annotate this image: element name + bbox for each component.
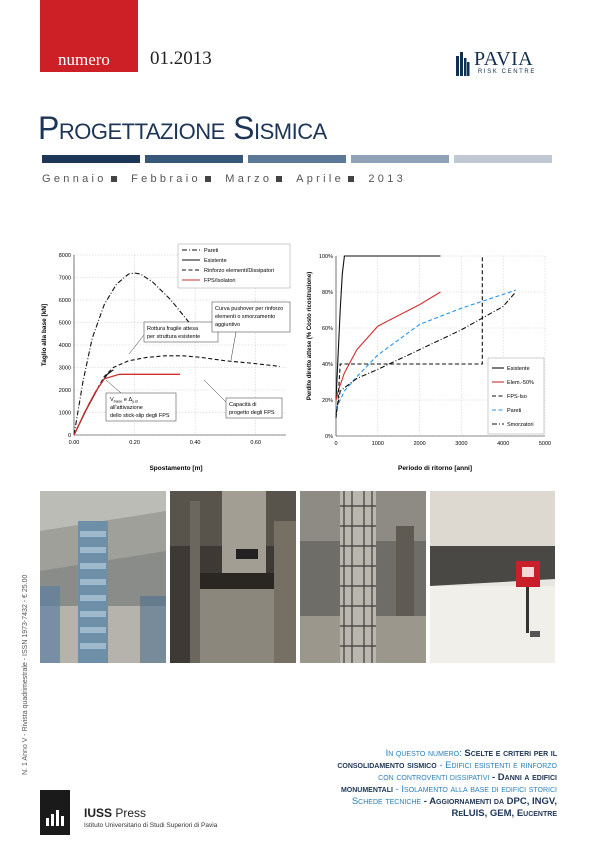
issue-number: 01.2013 (150, 48, 212, 69)
contents-segment: ReLUIS, GEM, Eucentre (451, 808, 557, 819)
y-tick-label: 2000 (58, 388, 71, 394)
iuss-logo-icon (40, 790, 70, 835)
title-bar-5 (454, 155, 552, 163)
issn-side-text: N. 1 Anno V - Rivista quadrimestrale - ISSN 1973-7432 - € 25.00 (22, 574, 29, 775)
legend-label: Pareti (204, 248, 219, 254)
svg-text:dello stick-slip degli FPS: dello stick-slip degli FPS (110, 413, 170, 419)
annotation-stick-slip: $V_{base}$ e $\Delta_{y,sl}$ (110, 397, 138, 404)
y-tick-label: 1000 (58, 410, 71, 417)
x-tick-label: 4000 (497, 441, 510, 447)
title-bar-3 (248, 155, 346, 163)
month-aprile: Aprile (296, 173, 344, 185)
y-tick-label: 7000 (58, 275, 71, 282)
contents-segment: Schede tecniche (351, 796, 422, 807)
photo-strip (40, 491, 555, 663)
contents-line (255, 772, 557, 784)
contents-line (255, 748, 557, 760)
y-tick-label: 0 (67, 433, 71, 439)
title-bar-4 (351, 155, 449, 163)
svg-text:progetto degli FPS: progetto degli FPS (229, 410, 275, 416)
issue-contents (255, 748, 557, 820)
contents-line (255, 784, 557, 796)
contents-segment: - Aggiornamenti da DPC, INGV, (421, 796, 557, 807)
annotation-brittle-failure: Rottura fragile attesa (147, 326, 199, 332)
title-bar-1 (42, 155, 140, 163)
y-tick-label: 60% (321, 326, 333, 332)
x-tick-label: 1000 (371, 441, 384, 447)
legend-label: FPS-Iso (507, 394, 527, 400)
x-tick-label: 0 (334, 441, 338, 447)
x-axis-label: Periodo di ritorno [anni] (397, 465, 473, 472)
issue-word: numero (58, 50, 110, 69)
press-name: IUSS Press (84, 806, 147, 820)
journal-title: Progettazione Sismica (38, 110, 327, 146)
pushover-chart (36, 240, 298, 475)
month-marzo: Marzo (225, 173, 273, 185)
x-tick-label: 0.60 (250, 440, 262, 446)
legend-label: Esistente (507, 366, 530, 372)
photo-rebar-column (300, 491, 426, 663)
x-tick-label: 0.40 (189, 440, 201, 446)
x-tick-label: 2000 (413, 441, 426, 447)
series-line-fps-iso (336, 256, 482, 418)
svg-text:all'attivazione: all'attivazione (110, 405, 143, 411)
legend-label: Pareti (507, 408, 522, 414)
legend-label: Rinforzo elementi/Dissipatori (204, 268, 274, 274)
y-axis-label: Taglio alla base [kN] (41, 303, 48, 367)
legend-label: Smorzatori (507, 422, 534, 428)
y-tick-label: 80% (321, 290, 333, 296)
title-bar-2 (145, 155, 243, 163)
annotation-fps-capacity: Capacità di (229, 402, 257, 408)
y-tick-label: 0% (325, 434, 333, 440)
y-axis-label: Perdite dirette attese (% Costo ricostruzione) (307, 271, 313, 401)
y-tick-label: 8000 (58, 253, 71, 259)
iuss-logo-block (40, 790, 70, 835)
x-tick-label: 3000 (455, 441, 468, 447)
contents-segment: con controventi dissipativi (378, 772, 490, 783)
month-febbraio: Febbraio (131, 173, 201, 185)
contents-segment: consolidamento sismico (337, 760, 437, 771)
svg-text:per struttura esistente: per struttura esistente (147, 334, 201, 340)
y-tick-label: 3000 (58, 365, 71, 372)
pavia-building-icon (456, 50, 470, 76)
contents-segment: monumentali (340, 784, 393, 795)
y-tick-label: 100% (318, 254, 333, 260)
pavia-logo-sub: RISK CENTRE (478, 69, 536, 75)
contents-line (255, 796, 557, 808)
contents-segment: - Danni a edifici (489, 772, 557, 783)
contents-segment: Scelte e criteri per il (464, 748, 557, 759)
x-tick-label: 5000 (538, 441, 552, 447)
photo-fps-device (170, 491, 296, 663)
y-tick-label: 20% (321, 398, 333, 404)
issue-months (42, 173, 552, 185)
photo-wrapped-column (40, 491, 166, 663)
series-line-elem-50- (336, 292, 441, 400)
contents-segment: In questo numero: (385, 748, 465, 759)
legend-label: Esistente (204, 258, 227, 264)
x-tick-label: 0.00 (68, 440, 80, 446)
pavia-logo-name: PAVIA (474, 48, 534, 70)
svg-text:elementi o smorzamento: elementi o smorzamento (215, 314, 276, 320)
photo-isolator (430, 491, 555, 663)
contents-line (255, 808, 557, 820)
annotation-pushover-curve: Curva pushover per rinforzo (215, 306, 284, 312)
legend-label: FPS/Isolatori (204, 278, 236, 284)
y-tick-label: 6000 (58, 298, 71, 304)
contents-segment: - Isolamento alla base di edifici storici (392, 784, 557, 795)
contents-segment: - Edifici esistenti e rinforzo (436, 760, 557, 771)
issue-year: 2013 (368, 173, 407, 185)
pavia-risk-centre-logo (456, 50, 556, 78)
x-axis-label: Spostamento [m] (149, 465, 203, 472)
legend-label: Elem.-50% (507, 380, 534, 386)
contents-line (255, 760, 557, 772)
y-tick-label: 5000 (58, 320, 71, 327)
svg-text:aggiuntivo: aggiuntivo (215, 322, 241, 328)
loss-chart (300, 240, 558, 475)
month-gennaio: Gennaio (42, 173, 107, 185)
x-tick-label: 0.20 (129, 440, 140, 446)
y-tick-label: 4000 (58, 343, 71, 349)
y-tick-label: 40% (321, 362, 333, 368)
press-institute: Istituto Universitario di Studi Superiori di Pavia (84, 822, 218, 829)
